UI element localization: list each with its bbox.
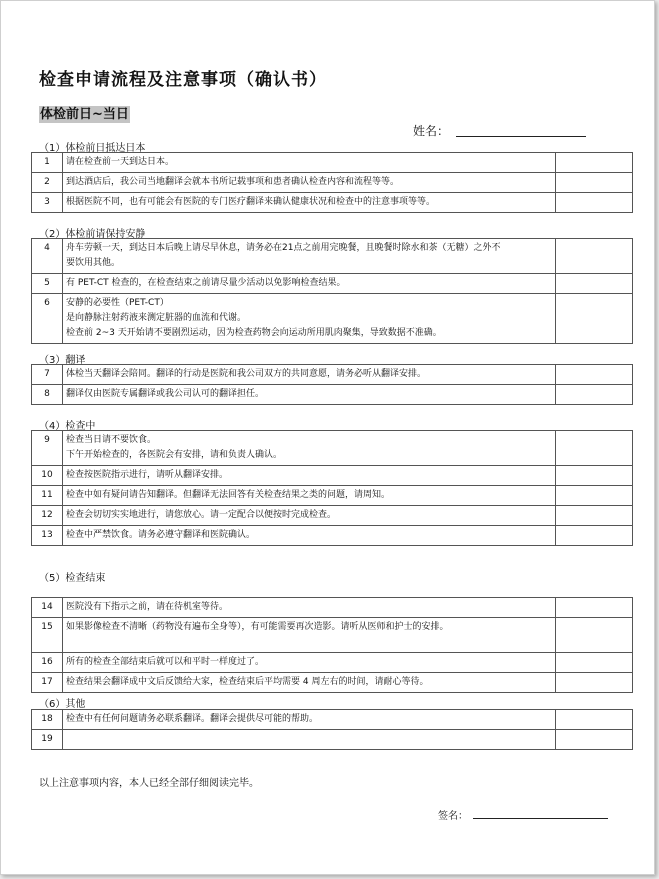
row-text-line: 检查结果会翻译成中文后反馈给大家，检查结束后平均需要 4 周左右的时间，请耐心等待。 — [66, 677, 429, 687]
row-text-line: 检查会切切实实地进行，请您放心。请一定配合以便按时完成检查。 — [66, 510, 337, 520]
confirm-checkbox-cell[interactable] — [556, 486, 633, 506]
row-number: 2 — [32, 173, 63, 193]
row-content — [63, 730, 556, 750]
row-text-line: 检查当日请不要饮食。 — [66, 435, 157, 445]
table-row — [32, 385, 633, 405]
table-row — [32, 618, 633, 653]
row-content — [63, 673, 556, 693]
table-row — [32, 274, 633, 294]
row-text-line: 检查前 2~3 天开始请不要剧烈运动，因为检查药物会向运动所用肌肉聚集，导致数据不准确。 — [66, 328, 442, 338]
row-number: 8 — [32, 385, 63, 405]
table-row — [32, 710, 633, 730]
row-text-line: 有 PET-CT 检查的，在检查结束之前请尽量少活动以免影响检查结果。 — [66, 278, 346, 288]
row-text-line: 根据医院不同，也有可能会有医院的专门医疗翻译来确认健康状况和检查中的注意事项等等。 — [66, 197, 436, 207]
table-row — [32, 506, 633, 526]
name-label: 姓名： — [413, 124, 450, 138]
row-content — [63, 486, 556, 506]
row-text-line: 检查中严禁饮食。请务必遵守翻译和医院确认。 — [66, 530, 256, 540]
confirm-checkbox-cell[interactable] — [556, 385, 633, 405]
row-number: 16 — [32, 653, 63, 673]
row-content — [63, 153, 556, 173]
confirm-checkbox-cell[interactable] — [556, 365, 633, 385]
confirm-checkbox-cell[interactable] — [556, 239, 633, 274]
row-number: 9 — [32, 431, 63, 466]
confirm-checkbox-cell[interactable] — [556, 153, 633, 173]
table-row — [32, 653, 633, 673]
row-text-line: 医院没有下指示之前，请在待机室等待。 — [66, 602, 229, 612]
table-row — [32, 730, 633, 750]
table-row — [32, 239, 633, 274]
section-title: （3）翻译 — [39, 355, 86, 366]
row-text-line: 检查中如有疑问请告知翻译。但翻译无法回答有关检查结果之类的问题，请周知。 — [66, 490, 391, 500]
row-content — [63, 365, 556, 385]
confirm-checkbox-cell[interactable] — [556, 618, 633, 653]
row-number: 11 — [32, 486, 63, 506]
row-number: 12 — [32, 506, 63, 526]
confirm-checkbox-cell[interactable] — [556, 673, 633, 693]
row-text-line — [66, 732, 552, 747]
row-text-line: 如果影像检查不清晰（药物没有遍布全身等），有可能需要再次造影。请听从医师和护士的安排。 — [66, 622, 449, 632]
row-content — [63, 618, 556, 653]
table-row — [32, 294, 633, 344]
confirmation-text: 以上注意事项内容，本人已经全部仔细阅读完毕。 — [39, 778, 259, 789]
table-row — [32, 173, 633, 193]
section-title: （6）其他 — [39, 699, 86, 710]
confirm-checkbox-cell[interactable] — [556, 598, 633, 618]
confirm-checkbox-cell[interactable] — [556, 526, 633, 546]
table-row — [32, 598, 633, 618]
row-content — [63, 466, 556, 486]
row-number: 19 — [32, 730, 63, 750]
confirm-checkbox-cell[interactable] — [556, 173, 633, 193]
table-row — [32, 466, 633, 486]
row-number: 6 — [32, 294, 63, 344]
row-text-line: 检查中有任何问题请务必联系翻译。翻译会提供尽可能的帮助。 — [66, 714, 319, 724]
signature-label: 签名： — [438, 811, 468, 822]
row-text-line: 安静的必要性（PET-CT） — [66, 298, 169, 308]
confirm-checkbox-cell[interactable] — [556, 730, 633, 750]
row-content — [63, 710, 556, 730]
table-row — [32, 365, 633, 385]
section-title: （1）体检前日抵达日本 — [39, 143, 146, 154]
row-content — [63, 598, 556, 618]
row-text-line: 要饮用其他。 — [66, 258, 121, 268]
row-number: 15 — [32, 618, 63, 653]
table-row — [32, 526, 633, 546]
section-table — [31, 152, 633, 213]
row-content — [63, 193, 556, 213]
section-table — [31, 597, 633, 693]
row-number: 14 — [32, 598, 63, 618]
confirm-checkbox-cell[interactable] — [556, 506, 633, 526]
row-content — [63, 294, 556, 344]
row-text-line: 是向静脉注射药液来测定脏器的血流和代谢。 — [66, 313, 247, 323]
row-number: 10 — [32, 466, 63, 486]
row-text-line — [66, 635, 552, 650]
section-table — [31, 430, 633, 546]
section-table — [31, 709, 633, 750]
signature-field-line[interactable] — [473, 818, 608, 819]
row-text-line: 所有的检查全部结束后就可以和平时一样度过了。 — [66, 657, 265, 667]
row-text-line: 体检当天翻译会陪同。翻译的行动是医院和我公司双方的共同意愿，请务必听从翻译安排。 — [66, 369, 427, 379]
row-text-line: 到达酒店后，我公司当地翻译会就本书所记载事项和患者确认检查内容和流程等等。 — [66, 177, 400, 187]
row-number: 3 — [32, 193, 63, 213]
row-number: 4 — [32, 239, 63, 274]
confirm-checkbox-cell[interactable] — [556, 710, 633, 730]
table-row — [32, 431, 633, 466]
row-number: 1 — [32, 153, 63, 173]
table-row — [32, 153, 633, 173]
row-content — [63, 385, 556, 405]
confirm-checkbox-cell[interactable] — [556, 294, 633, 344]
section-table — [31, 364, 633, 405]
confirm-checkbox-cell[interactable] — [556, 431, 633, 466]
row-content — [63, 431, 556, 466]
row-text-line: 检查按医院指示进行，请听从翻译安排。 — [66, 470, 229, 480]
row-number: 13 — [32, 526, 63, 546]
confirm-checkbox-cell[interactable] — [556, 653, 633, 673]
row-text-line: 翻译仅由医院专属翻译或我公司认可的翻译担任。 — [66, 389, 265, 399]
confirm-checkbox-cell[interactable] — [556, 193, 633, 213]
row-text-line: 下午开始检查的，各医院会有安排，请和负责人确认。 — [66, 450, 283, 460]
row-content — [63, 526, 556, 546]
section-title: （2）体检前请保持安静 — [39, 229, 146, 240]
row-number: 18 — [32, 710, 63, 730]
row-number: 7 — [32, 365, 63, 385]
section-title: （5）检查结束 — [39, 573, 106, 584]
row-content — [63, 173, 556, 193]
name-field-line[interactable] — [456, 136, 586, 137]
row-content — [63, 274, 556, 294]
table-row — [32, 486, 633, 506]
confirm-checkbox-cell[interactable] — [556, 274, 633, 294]
confirm-checkbox-cell[interactable] — [556, 466, 633, 486]
row-text-line: 舟车劳顿一天，到达日本后晚上请尽早休息，请务必在21点之前用完晚餐，且晚餐时除水和茶（无糖）之外不 — [66, 243, 501, 253]
table-row — [32, 673, 633, 693]
document-title: 检查申请流程及注意事项（确认书） — [39, 70, 327, 90]
row-content — [63, 653, 556, 673]
row-number: 17 — [32, 673, 63, 693]
document-subtitle: 体检前日~当日 — [40, 107, 129, 122]
row-number: 5 — [32, 274, 63, 294]
row-text-line: 请在检查前一天到达日本。 — [66, 157, 175, 167]
section-title: （4）检查中 — [39, 421, 96, 432]
section-table — [31, 238, 633, 344]
row-content — [63, 506, 556, 526]
row-content — [63, 239, 556, 274]
table-row — [32, 193, 633, 213]
